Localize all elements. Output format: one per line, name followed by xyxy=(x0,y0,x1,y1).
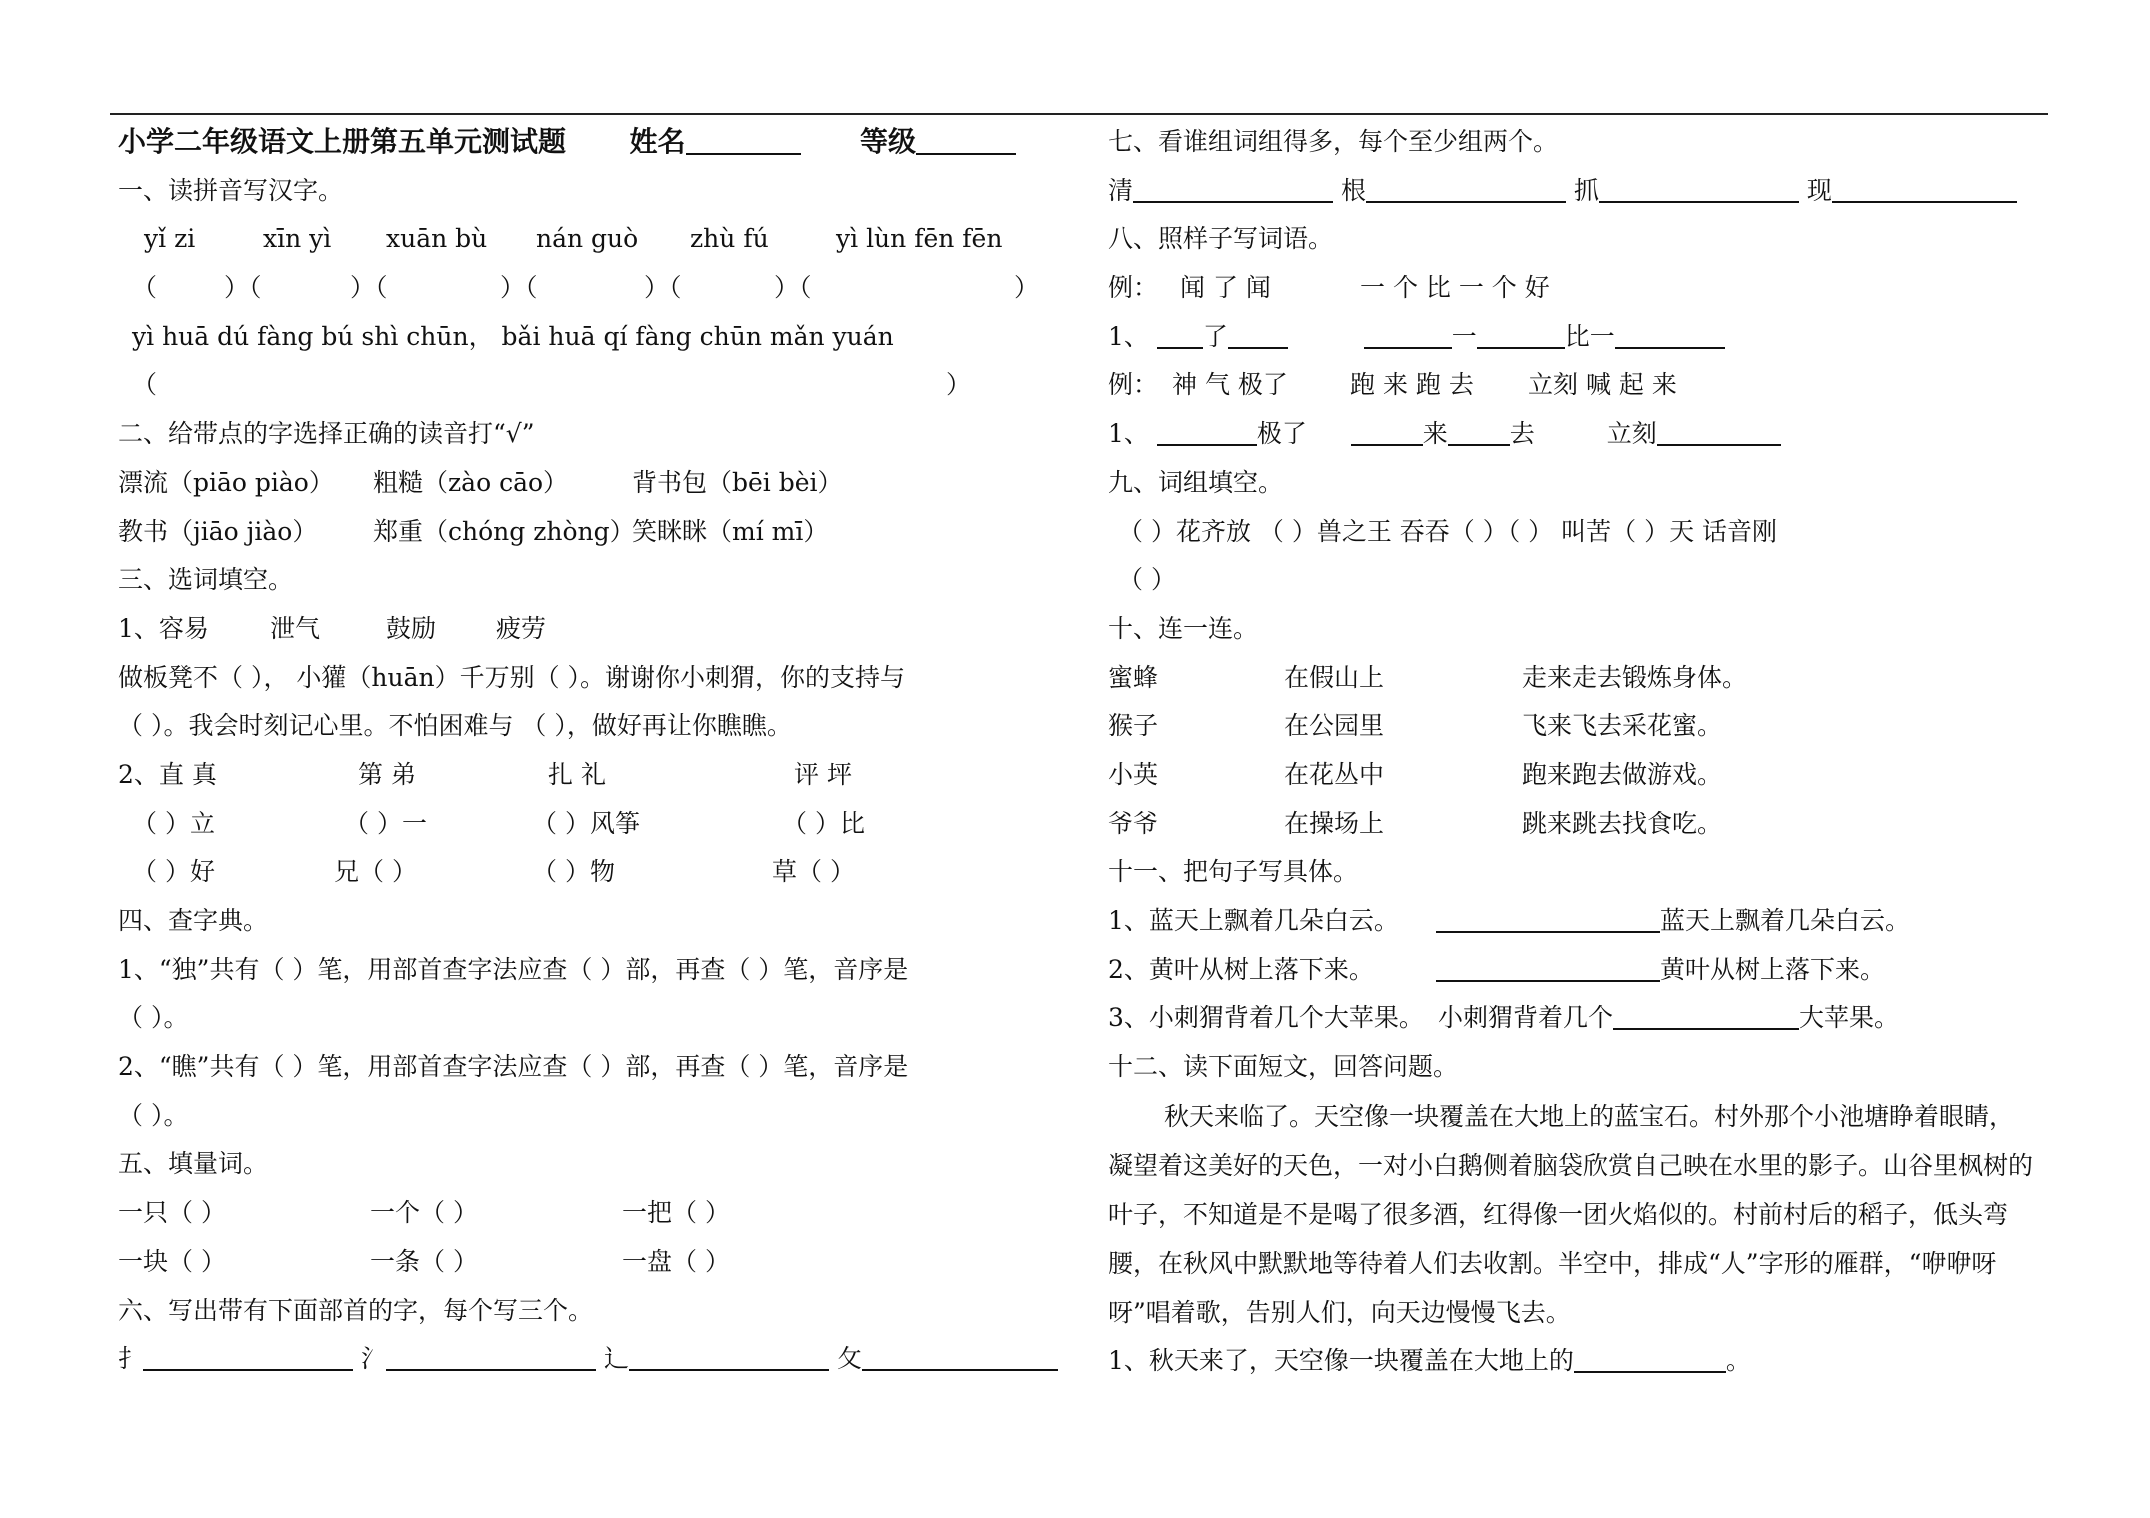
match-row[interactable] xyxy=(1108,702,2058,751)
example-label: 例： xyxy=(1108,273,1159,303)
idiom-row-1[interactable]: （ ）花齐放 （ ）兽之王 吞吞（ ）（ ） 叫苦（ ）天 话音刚 xyxy=(1118,516,1778,546)
word: 1、容易 xyxy=(118,613,209,643)
char: 根 xyxy=(1340,175,1366,205)
fill-item[interactable]: （ ）风筝 xyxy=(532,808,640,838)
bracket: （ xyxy=(132,370,158,400)
radical: 辶 xyxy=(603,1344,629,1374)
char-pair: 2、直 真 xyxy=(118,759,217,789)
answer-line[interactable] xyxy=(1133,171,1333,203)
section-12-title: 十二、读下面短文，回答问题。 xyxy=(1108,1052,1459,1082)
measure-item[interactable]: 一个（ ） xyxy=(370,1198,478,1228)
grade-field[interactable] xyxy=(916,123,1016,155)
char: 清 xyxy=(1108,175,1134,205)
q-label: 1、 xyxy=(1108,419,1149,449)
answer-line[interactable] xyxy=(143,1339,353,1371)
answer-line[interactable] xyxy=(1832,171,2017,203)
sentence: 黄叶从树上落下来。 xyxy=(1660,954,1886,984)
pattern-char: 极了 xyxy=(1256,419,1307,449)
char: 抓 xyxy=(1573,175,1599,205)
fill-item[interactable]: （ ）物 xyxy=(532,857,615,887)
bracket: ）（ xyxy=(224,273,262,303)
reading-option[interactable]: 粗糙（zào cāo） xyxy=(373,467,569,497)
measure-item[interactable]: 一块（ ） xyxy=(118,1246,226,1276)
section-3-title: 三、选词填空。 xyxy=(118,565,294,595)
answer-blank-row-2[interactable] xyxy=(118,361,1068,410)
measure-row-1[interactable] xyxy=(118,1189,1068,1238)
reading-option[interactable]: 笑眯眯（mí mī） xyxy=(632,516,829,546)
fill-item[interactable]: （ ）好 xyxy=(132,857,215,887)
top-rule xyxy=(110,113,2048,115)
exam-header xyxy=(118,118,1068,167)
section-7-title: 七、看谁组词组得多，每个至少组两个。 xyxy=(1108,127,1559,156)
reading-option[interactable]: 背书包（bēi bèi） xyxy=(632,467,843,497)
pinyin: nán guò xyxy=(536,224,639,254)
radical-row[interactable] xyxy=(118,1335,1068,1384)
match-subject[interactable]: 爷爷 xyxy=(1108,808,1159,838)
answer-line[interactable] xyxy=(1364,317,1452,349)
bracket: ） xyxy=(946,370,972,400)
match-row[interactable] xyxy=(1108,800,2058,849)
section-2-title: 二、给带点的字选择正确的读音打“√” xyxy=(118,419,535,449)
example-word: 跑 来 跑 去 xyxy=(1350,370,1474,400)
pattern-char: 去 xyxy=(1509,419,1535,449)
char: 现 xyxy=(1806,175,1832,205)
match-subject[interactable]: 小英 xyxy=(1108,759,1159,789)
answer-line[interactable] xyxy=(1657,414,1781,446)
fill-row-1[interactable] xyxy=(118,800,1068,849)
radical: 攵 xyxy=(836,1344,862,1374)
answer-line[interactable] xyxy=(1436,950,1660,982)
pattern-char: 来 xyxy=(1422,419,1448,449)
right-column xyxy=(1108,118,2058,1385)
answer-line[interactable] xyxy=(1448,414,1510,446)
match-place[interactable]: 在花丛中 xyxy=(1284,759,1385,789)
match-row[interactable] xyxy=(1108,751,2058,800)
question-text: 。 xyxy=(1725,1345,1751,1375)
match-subject[interactable]: 猴子 xyxy=(1108,711,1159,741)
q-label: 1、 xyxy=(1108,321,1149,351)
grade-label: 等级 xyxy=(860,125,917,158)
bracket: ）（ xyxy=(774,273,812,303)
example-word: 闻 了 闻 xyxy=(1180,273,1271,303)
match-place[interactable]: 在公园里 xyxy=(1284,711,1385,741)
fill-text-1[interactable]: 做板凳不（ ）， 小獾（huān）千万别（ ）。谢谢你小刺猬，你的支持与 xyxy=(118,662,906,692)
dictionary-q2-cont[interactable]: （ ）。 xyxy=(118,1100,189,1130)
reading-row-1 xyxy=(118,459,1068,508)
radical: 氵 xyxy=(360,1344,386,1374)
fill-item[interactable]: （ ）一 xyxy=(344,808,427,838)
fill-item[interactable]: （ ）比 xyxy=(782,808,865,838)
name-label: 姓名 xyxy=(629,125,686,158)
word-group-row[interactable] xyxy=(1108,167,2058,216)
answer-line[interactable] xyxy=(1477,317,1565,349)
sentence: 3、小刺猬背着几个大苹果。 xyxy=(1108,1003,1424,1033)
match-action[interactable]: 走来走去锻炼身体。 xyxy=(1522,662,1748,692)
answer-line[interactable] xyxy=(1436,901,1660,933)
reading-option[interactable]: 漂流（piāo piào） xyxy=(118,467,334,497)
section-8-title: 八、照样子写词语。 xyxy=(1108,224,1334,254)
reading-passage: 秋天来临了。天空像一块覆盖在大地上的蓝宝石。村外那个小池塘睁着眼睛，凝望着这美好的天色，一对小白鹅侧着脑袋欣赏自己映在水里的影子。山谷里枫树的叶子，不知道是不是喝了很多酒，红得像一团火焰似的。村前村后的稻子，低头弯腰，在秋风中默默地等待着人们去收割。半空中，排成“人”字形的雁群，“咿咿呀呀”唱着歌，告别人们，向天边慢慢飞去。 xyxy=(1108,1101,2034,1327)
sentence: 大苹果。 xyxy=(1799,1003,1900,1033)
measure-item[interactable]: 一只（ ） xyxy=(118,1198,226,1228)
pinyin: zhù fú xyxy=(690,224,769,254)
word-bank-1 xyxy=(118,605,1068,654)
bracket: ）（ xyxy=(350,273,388,303)
section-5-title: 五、填量词。 xyxy=(118,1149,269,1179)
pinyin-row-2: yì huā dú fàng bú shì chūn， bǎi huā qí fàng chūn mǎn yuán xyxy=(132,321,894,351)
expand-q1[interactable] xyxy=(1108,897,2058,946)
answer-blanks-row-1[interactable] xyxy=(118,264,1068,313)
pinyin: xuān bù xyxy=(386,224,488,254)
char-pair: 评 坪 xyxy=(794,759,852,789)
match-place[interactable]: 在假山上 xyxy=(1284,662,1385,692)
char-pair: 扎 礼 xyxy=(548,759,606,789)
example-1 xyxy=(1108,264,2058,313)
match-row[interactable] xyxy=(1108,654,2058,703)
word: 鼓励 xyxy=(386,613,437,643)
word: 泄气 xyxy=(270,613,321,643)
measure-item[interactable]: 一条（ ） xyxy=(370,1246,478,1276)
pinyin: yì lùn fēn fēn xyxy=(836,224,1003,254)
measure-item[interactable]: 一盘（ ） xyxy=(622,1246,730,1276)
name-field[interactable] xyxy=(686,123,801,155)
exam-title: 小学二年级语文上册第五单元测试题 xyxy=(118,125,567,158)
pattern-char: 一 xyxy=(1451,321,1477,351)
measure-row-2[interactable] xyxy=(118,1238,1068,1287)
char-pair: 第 弟 xyxy=(358,759,416,789)
idiom-row-2[interactable]: （ ） xyxy=(1118,565,1176,595)
bracket: ）（ xyxy=(500,273,538,303)
section-9-title: 九、词组填空。 xyxy=(1108,467,1284,497)
pinyin-row-1 xyxy=(118,215,1068,264)
reading-option[interactable]: 郑重（chóng zhòng） xyxy=(373,516,635,546)
answer-line[interactable] xyxy=(1599,171,1799,203)
reading-q1[interactable] xyxy=(1108,1337,2058,1386)
answer-line[interactable] xyxy=(386,1339,596,1371)
fill-row-2[interactable] xyxy=(118,848,1068,897)
answer-line[interactable] xyxy=(629,1339,829,1371)
match-action[interactable]: 跳来跳去找食吃。 xyxy=(1522,808,1723,838)
fill-text-2[interactable]: （ ）。我会时刻记心里。不怕困难与 （ ），做好再让你瞧瞧。 xyxy=(118,711,792,741)
answer-line[interactable] xyxy=(862,1339,1058,1371)
answer-line[interactable] xyxy=(1574,1341,1726,1373)
match-action[interactable]: 飞来飞去采花蜜。 xyxy=(1522,711,1723,741)
expand-q2[interactable] xyxy=(1108,946,2058,995)
sentence: 1、蓝天上飘着几朵白云。 xyxy=(1108,906,1399,935)
pattern-char: 立刻 xyxy=(1606,419,1657,449)
left-column xyxy=(118,118,1068,1384)
sentence: 2、黄叶从树上落下来。 xyxy=(1108,954,1374,984)
section-6-title: 六、写出带有下面部首的字，每个写三个。 xyxy=(118,1295,594,1325)
pattern-char: 比一 xyxy=(1564,321,1615,351)
pattern-q2[interactable] xyxy=(1108,410,2058,459)
fill-item[interactable]: （ ）立 xyxy=(132,808,215,838)
answer-line[interactable] xyxy=(1157,414,1257,446)
pattern-char: 了 xyxy=(1202,321,1228,351)
section-11-title: 十一、把句子写具体。 xyxy=(1108,857,1359,887)
measure-item[interactable]: 一把（ ） xyxy=(622,1198,730,1228)
example-2 xyxy=(1108,361,2058,410)
dictionary-q1-cont[interactable]: （ ）。 xyxy=(118,1003,189,1033)
sentence: 蓝天上飘着几朵白云。 xyxy=(1660,906,1911,935)
example-word: 一 个 比 一 个 好 xyxy=(1360,273,1550,303)
expand-q3[interactable] xyxy=(1108,994,2058,1043)
answer-line[interactable] xyxy=(1157,317,1203,349)
match-action[interactable]: 跑来跑去做游戏。 xyxy=(1522,759,1723,789)
answer-line[interactable] xyxy=(1615,317,1725,349)
section-10-title: 十、连一连。 xyxy=(1108,613,1259,643)
example-word: 立刻 喊 起 来 xyxy=(1528,370,1677,400)
match-subject[interactable]: 蜜蜂 xyxy=(1108,662,1159,692)
answer-line[interactable] xyxy=(1613,998,1799,1030)
pinyin: xīn yì xyxy=(263,224,332,254)
char-pairs xyxy=(118,751,1068,800)
dictionary-q2[interactable]: 2、“瞧”共有（ ）笔，用部首查字法应查（ ）部，再查（ ）笔，音序是 xyxy=(118,1052,909,1082)
reading-option[interactable]: 教书（jiāo jiào） xyxy=(118,516,318,546)
match-place[interactable]: 在操场上 xyxy=(1284,808,1385,838)
pinyin: yǐ zi xyxy=(144,224,196,254)
bracket: ） xyxy=(1014,273,1040,303)
pattern-q1[interactable] xyxy=(1108,313,2058,362)
bracket: （ xyxy=(132,273,158,303)
dictionary-q1[interactable]: 1、“独”共有（ ）笔，用部首查字法应查（ ）部，再查（ ）笔，音序是 xyxy=(118,954,909,984)
example-word: 神 气 极了 xyxy=(1172,370,1288,400)
sentence: 小刺猬背着几个 xyxy=(1438,1003,1614,1033)
example-label: 例： xyxy=(1108,370,1159,400)
radical: 扌 xyxy=(118,1344,144,1374)
bracket: ）（ xyxy=(644,273,682,303)
answer-line[interactable] xyxy=(1366,171,1566,203)
answer-line[interactable] xyxy=(1351,414,1423,446)
question-text: 1、秋天来了，天空像一块覆盖在大地上的 xyxy=(1108,1345,1574,1375)
section-1-title: 一、读拼音写汉字。 xyxy=(118,175,344,205)
fill-item[interactable]: 兄（ ） xyxy=(334,857,417,887)
reading-row-2 xyxy=(118,508,1068,557)
fill-item[interactable]: 草（ ） xyxy=(772,857,855,887)
word: 疲劳 xyxy=(496,613,547,643)
section-4-title: 四、查字典。 xyxy=(118,906,269,935)
answer-line[interactable] xyxy=(1228,317,1288,349)
